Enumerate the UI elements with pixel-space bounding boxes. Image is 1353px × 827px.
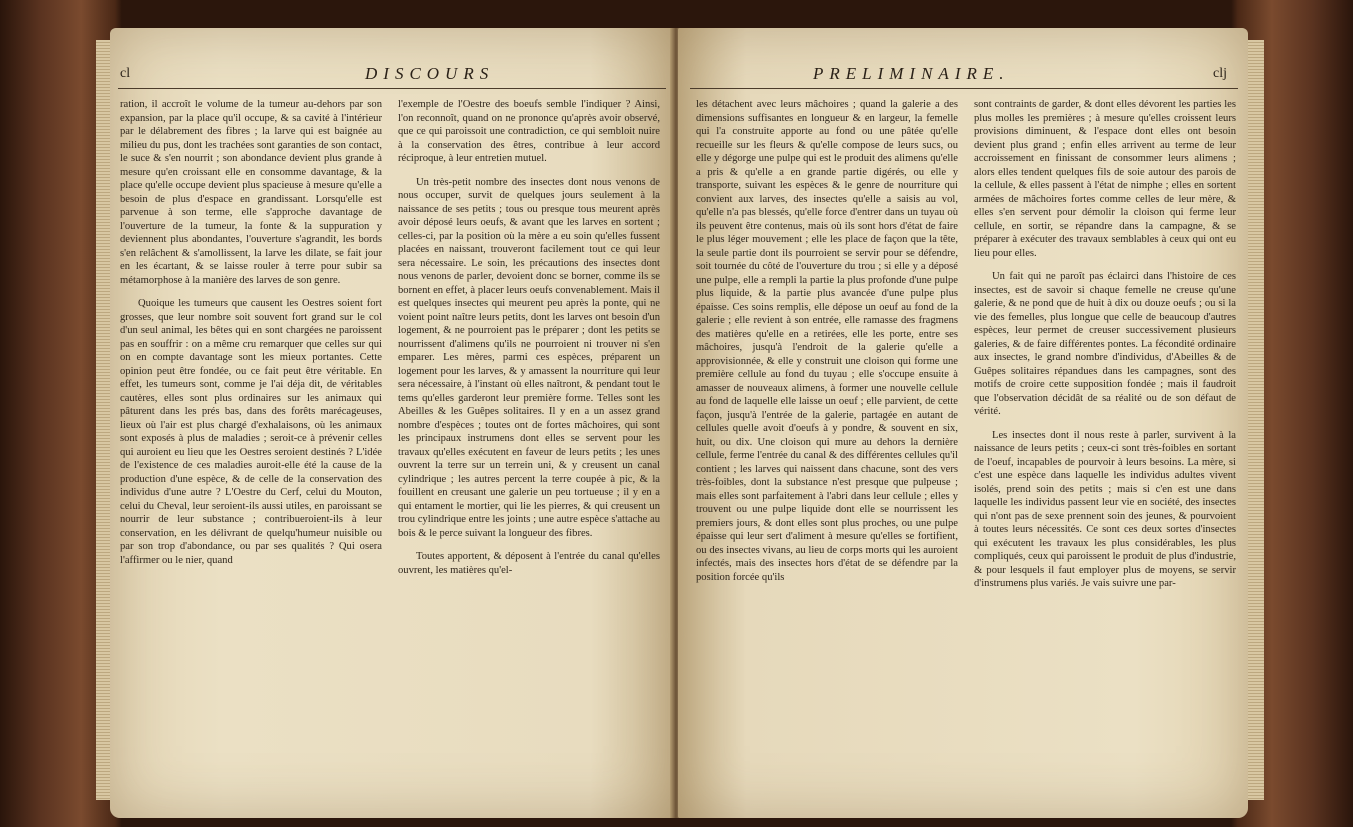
paragraph: Quoique les tumeurs que causent les Oestres soient fort grosses, que leur nombre soit souvent fort grand sur le col d'un seul animal, les bêtes qui en sont chargées ne paroissent pas en souffrir : on a même cru remarquer que celles sur qui on en compte davantage sont les mieux portantes. Cette opinion peut être fondée, ou ce fait peut être véritable. En effet, les tumeurs sont, comme je l'ai déja dit, de véritables cautères, elles sont plus ordinaires sur les animaux qui pâturent dans les prés bas, dans des forêts marécageuses, lieux où l'air est plus chargé d'exhalaisons, où les animaux sont exposés à plus de maladies ; seroit-ce à prévenir celles qui auroient eu lieu que les Oestres seroient destinés ? L'idée de l'existence de ces maladies auroit-elle été la cause de la production d'une espèce, & de celle de la conservation des individus d'une autre ? L'Oestre du Cerf, celui du Mouton, celui du Cheval, leur seroient-ils aussi utiles, en paroissant se nourrir de leur substance ; contribueroient-ils à leur conservation, en les délivrant de quelqu'humeur nuisible ou par son trop d'abondance, ou par ses qualités ? Qui osera l'affirmer ou le nier, quand (120, 298, 382, 566)
left-page (110, 28, 675, 818)
right-page (678, 28, 1248, 818)
running-head-left: DISCOURS (365, 64, 495, 83)
paragraph: Un fait qui ne paroît pas éclairci dans l'histoire de ces insectes, est de savoir si chaque femelle ne creuse qu'une galerie, & ne pond que de huit à dix ou douze oeufs ; ou si la vie des femelles, plus longue que celle de beaucoup d'autres espèces, leur permet de creuser successivement plusieurs galeries, & de faire différentes pontes. La fécondité ordinaire aux insectes, le grand nombre d'individus, d'Abeilles & de Guêpes solitaires répandues dans les campagnes, sont des motifs de croire cette supposition fondée ; mais il faudroit que l'observation décidât de sa réalité ou de son défaut de vérité. (974, 271, 1236, 417)
page-edges-right (1248, 40, 1264, 800)
right-column-1 (696, 98, 958, 594)
left-column-1 (120, 98, 382, 577)
paragraph: ration, il accroît le volume de la tumeur au-dehors par son expansion, par la place qu'il occupe, & sa cavité à l'intérieur par le délabrement des fibres ; la larve qui est baignée au milieu du pus, dont les trachées sont garanties de son contact, le suce & s'en nourrit ; son abondance devient plus grande à mesure qu'en croissant elle en consomme davantage, & la place qu'elle occupe devient plus spacieuse à mesure qu'elle a besoin de plus d'espace en grandissant. Lorsqu'elle est parvenue à son terme, elle s'approche davantage de l'ouverture de la tumeur, la fonte & la suppuration y deviennent plus abondantes, l'ouverture s'agrandit, les bords s'en relâchent & s'amollissent, la larve les dilate, se fait jour en les écartant, & se laisse rouler à terre pour subir sa métamorphose à la manière des larves de son genre. (120, 99, 382, 286)
right-column-2 (974, 98, 1236, 601)
header-rule-right (690, 88, 1238, 89)
page-edges-left (96, 40, 110, 800)
paragraph: sont contraints de garder, & dont elles dévorent les parties les plus molles les premières ; à mesure qu'elles croissent leurs provisions diminuent, & l'espace dont elles ont besoin devient plus grand ; enfin elles arrivent au terme de leur accroissement en finissant de consommer leurs alimens ; alors elles tendent quelques fils de soie autour des parois de la cellule, & elles passent à l'état de nimphe ; elles en sortent armées de mâchoires fortes comme celles de leur mère, & elles s'en servent pour démolir la cloison qui ferme leur cellule, en sortir, se répandre dans la campagne, & se préparer à exécuter des travaux semblables à ceux qui ont eu lieu pour elles. (974, 99, 1236, 259)
paragraph: Les insectes dont il nous reste à parler, survivent à la naissance de leurs petits ; ceux-ci sont très-foibles en sortant de l'oeuf, incapables de pourvoir à leurs besoins. La mère, si c'est une espèce dans laquelle les individus adultes vivent isolés, prend soin des petits ; mais si c'en est une dans laquelle les individus passent leur vie en société, des insectes qui n'ont pas de sexe prennent soin des jeunes, & pourvoient à toutes leurs nécessités. Ce sont ces deux sortes d'insectes qui exécutent les travaux les plus considérables, les plus compliqués, ceux qui paroissent le produit de plus d'industrie, & pour lesquels il faut employer plus de moyens, se servir d'instrumens plus variés. Je vais suivre une par- (974, 429, 1236, 589)
page-number-left: cl (120, 66, 131, 81)
paragraph: l'exemple de l'Oestre des boeufs semble l'indiquer ? Ainsi, l'on reconnoît, quand on ne prononce qu'après avoir observé, que ce qui paroissoit une contradiction, ce qui sembloit nuire à la conservation des êtres, contribue à leur accord réciproque, à leur entretien mutuel. (398, 99, 660, 164)
page-number-right: clj (1213, 66, 1227, 81)
running-head-right: PRELIMINAIRE. (813, 64, 1010, 83)
header-rule-left (118, 88, 666, 89)
paragraph: les détachent avec leurs mâchoires ; quand la galerie a des dimensions suffisantes en longueur & en largeur, la femelle qui l'a construite apporte au fond ou une pâtée qu'elle recueille sur les fleurs & qu'elle compose de leurs sucs, ou elle y dégorge une pulpe qui est le produit des alimens qu'elle a pris & qu'elle a en grande partie digérés, ou elle y transporte, suivant les espèces & le genre de nourriture qui convient aux larves, des insectes qu'elle a saisis au vol, qu'elle n'a pas blessés, qu'elle force d'entrer dans un tuyau où ils peuvent être contenus, mais où ils sont hors d'état de faire le plus léger mouvement ; elle les place de façon que la tête, la seule partie dont ils pourroient se servir pour se défendre, soit tournée du côté de l'ouverture du trou ; si elle y a déposé une pulpe, elle a rempli la partie la plus profonde d'une pulpe plus liquide, & la partie plus avancée d'une pulpe plus épaisse. Ces soins remplis, elle dépose un oeuf au fond de la galerie ; elle revient à son entrée, elle ramasse des fragmens des matières qu'elle en a retirées, elle les porte, entre ses mâchoires, jusqu'à l'endroit de la galerie qu'elle a approvisionnée, & elle y construit une cloison qui forme une première cellule au fond du tuyau ; elle s'occupe ensuite à amasser de nouveaux alimens, à former une nouvelle cellule au fond de laquelle elle laisse un oeuf ; elle parvient, de cette façon, jusqu'à l'entrée de la galerie, partagée en autant de cellules quelle avoit d'oeufs à y pondre, & souvent en six, huit, ou dix. Une cloison qui mure au dehors la dernière cellule, ferme l'entrée du canal & des différentes cellules qu'il contient ; les larves qui naissent dans chacune, sont des vers très-foibles, dont la substance n'est presque que pulpeuse ; mais elles sont parfaitement à l'abri dans leur cellule ; elles y trouvent ou une pulpe liquide dont elle se nourrissent les premiers jours, & dont elles sont plus proches, ou une pulpe épaisse qui leur sert d'aliment à mesure qu'elles se fortifient, ou des insectes vivans, au lieu de corps morts qui les auroient infectés, mais des insectes hors d'état de se défendre par la position forcée qu'ils (696, 99, 958, 583)
paragraph: Toutes apportent, & déposent à l'entrée du canal qu'elles ouvrent, les matières qu'el- (398, 551, 660, 576)
left-column-2 (398, 98, 660, 587)
paragraph: Un très-petit nombre des insectes dont nous venons de nous occuper, survit de quelques jours seulement à la naissance de ses petits ; tous ou presque tous meurent après avoir déposé leurs oeufs, & avant que les larves en sortent ; celles-ci, par la position où la mère a eu soin qu'elles fussent placées en naissant, trouveront facilement tout ce qui leur sera nécessaire. Le soin, les précautions des insectes dont nous venons de parler, devoient donc se borner, comme ils se bornent en effet, à placer leurs oeufs convenablement. Mais il est quelques insectes qui meurent peu après la ponte, qui ne voient point naître leurs petits, dont les larves ont besoin d'un logement, & ne pourroient pas le préparer ; dont les petits se nourrissent d'alimens qu'ils ne pourroient ni trouver ni s'en emparer. Les mères, parmi ces espèces, préparent un logement pour les larves, & y amassent la nourriture qui leur sera nécessaire, à l'instant où elles naîtront, & pendant tout le tems qu'elles garderont leur première forme. Telles sont les Abeilles & les Guêpes solitaires. Il y en a un assez grand nombre d'espèces ; toutes ont de fortes mâchoires, qui sont les principaux instrumens dont elles se servent pour les travaux qu'elles exécutent en faveur de leurs petits ; les unes ouvrent la terre sur un terrein uni, & y creusent un canal cylindrique ; les autres percent la terre coupée à pic, & la fouillent en creusant une galerie un peu tortueuse ; il y en a qui entament le mortier, qui lie les pierres, & qui creusent un trou cylindrique entre les joints ; une autre espèce s'attache au bois & le perce suivant la longueur des fibres. (398, 176, 660, 539)
